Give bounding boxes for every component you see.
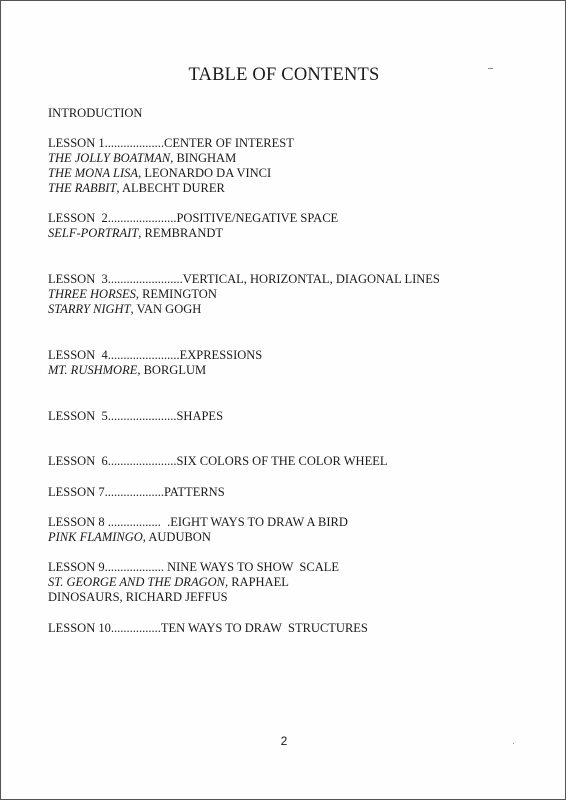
artist-name: , REMINGTON <box>135 287 217 301</box>
lesson-1-work-1 <box>48 151 236 166</box>
lesson-9-work-2 <box>48 590 228 605</box>
scan-speck <box>488 68 493 69</box>
lesson-4-work-1 <box>48 363 206 378</box>
lesson-9-work-1 <box>48 575 289 590</box>
artist-name: , BORGLUM <box>137 363 207 377</box>
lesson-7-heading: LESSON 7...................PATTERNS <box>48 485 225 499</box>
artist-name: , RAPHAEL <box>224 575 289 589</box>
lesson-9-heading: LESSON 9................... NINE WAYS TO SHOW SCALE <box>48 560 340 574</box>
artist-name: , VAN GOGH <box>130 302 202 316</box>
lesson-6-heading: LESSON 6......................SIX COLORS OF THE COLOR WHEEL <box>48 454 388 468</box>
lesson-3-work-1 <box>48 287 217 302</box>
artist-name: , ALBECHT DURER <box>116 181 225 195</box>
lesson-1-work-3 <box>48 181 225 196</box>
artwork-title: MT. RUSHMORE <box>48 363 138 377</box>
artist-name: , REMBRANDT <box>138 226 224 240</box>
lesson-2-work-1 <box>48 226 223 241</box>
introduction-entry: INTRODUCTION <box>48 106 143 120</box>
artist-name: , AUDUBON <box>142 530 211 544</box>
artwork-title: THE RABBIT <box>48 181 117 195</box>
lesson-3-work-2 <box>48 302 201 317</box>
artwork-title: ST. GEORGE AND THE DRAGON <box>48 575 225 589</box>
artwork-title: SELF-PORTRAIT <box>48 226 139 240</box>
lesson-5-heading: LESSON 5......................SHAPES <box>48 409 224 423</box>
scan-speck <box>513 743 514 744</box>
lesson-4-heading: LESSON 4.......................EXPRESSIONS <box>48 348 263 362</box>
lesson-1-heading: LESSON 1...................CENTER OF INTEREST <box>48 136 294 150</box>
lesson-8-heading: LESSON 8 ................. .EIGHT WAYS TO DRAW A BIRD <box>48 515 348 529</box>
lesson-1-work-2 <box>48 166 271 181</box>
page-title: TABLE OF CONTENTS <box>188 65 380 85</box>
artwork-title: STARRY NIGHT <box>48 302 131 316</box>
artist-name: , BINGHAM <box>170 151 237 165</box>
artist-name: DINOSAURS, RICHARD JEFFUS <box>48 590 228 604</box>
lesson-8-work-1 <box>48 530 211 545</box>
page-number: 2 <box>280 734 288 748</box>
lesson-2-heading: LESSON 2......................POSITIVE/NEGATIVE SPACE <box>48 211 339 225</box>
artwork-title: THE MONA LISA <box>48 166 139 180</box>
artist-name: , LEONARDO DA VINCI <box>138 166 272 180</box>
lesson-3-heading: LESSON 3........................VERTICAL, HORIZONTAL, DIAGONAL LINES <box>48 272 440 286</box>
artwork-title: THREE HORSES <box>48 287 136 301</box>
lesson-10-heading: LESSON 10................TEN WAYS TO DRAW STRUCTURES <box>48 621 368 635</box>
artwork-title: PINK FLAMINGO <box>48 530 143 544</box>
artwork-title: THE JOLLY BOATMAN <box>48 151 171 165</box>
